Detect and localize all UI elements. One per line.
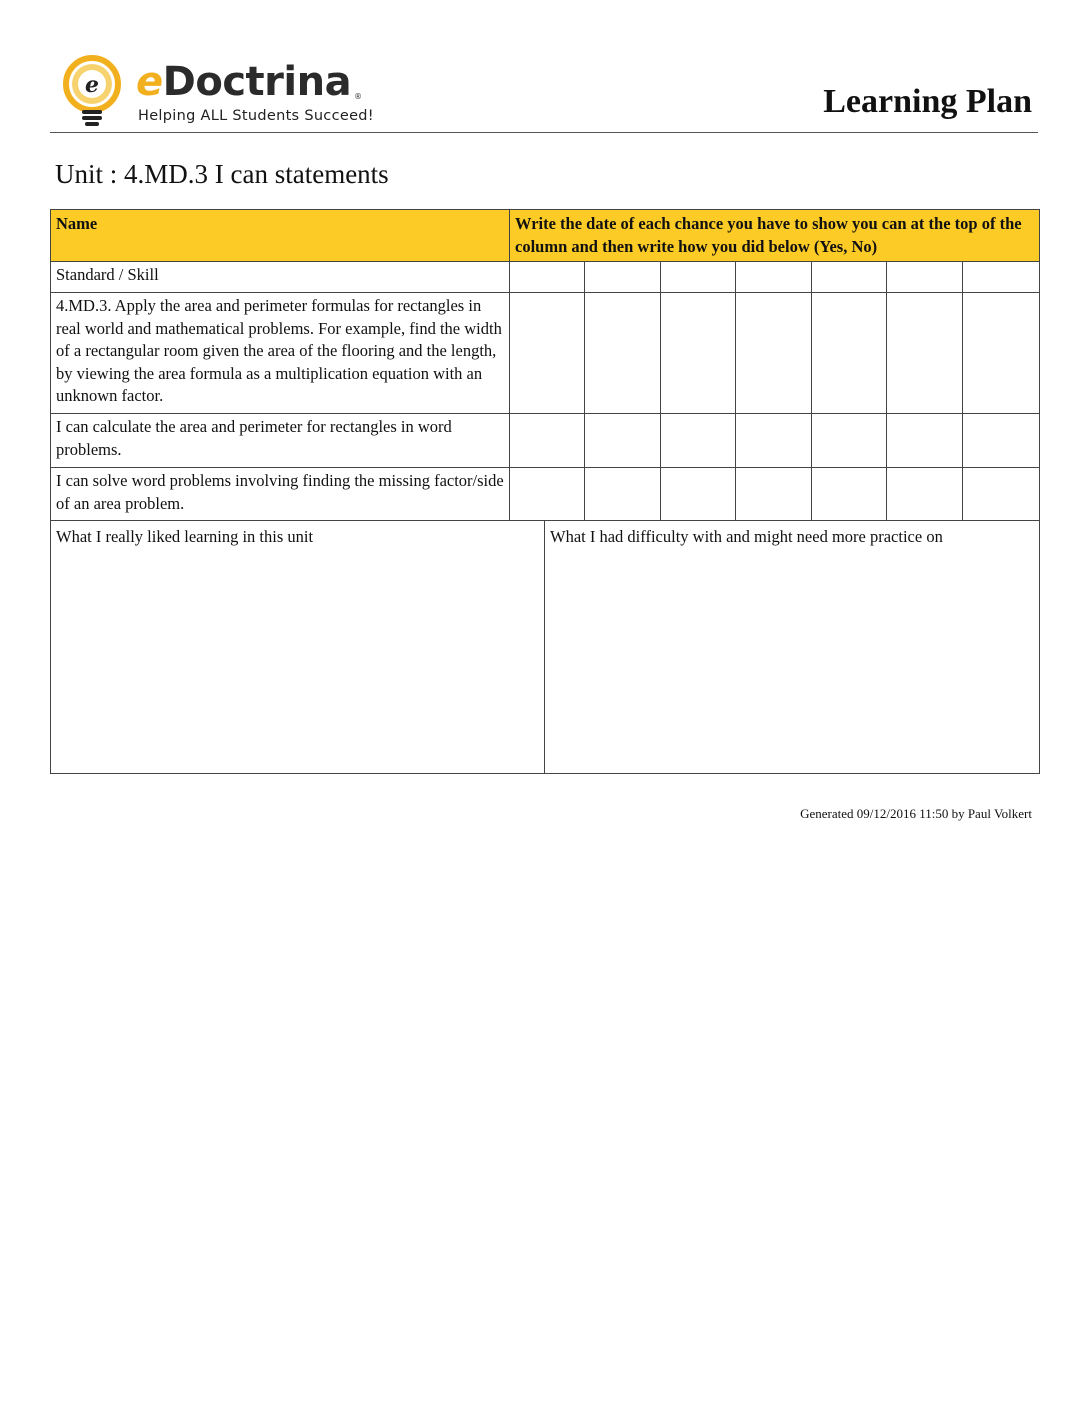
date-cell[interactable]: [661, 262, 736, 293]
result-cell[interactable]: [963, 468, 1040, 521]
table-header-row: [51, 210, 1040, 262]
result-cell[interactable]: [510, 293, 585, 414]
result-cell[interactable]: [887, 414, 963, 468]
date-cell[interactable]: [812, 262, 887, 293]
liked-learning-box[interactable]: [51, 521, 545, 773]
liked-learning-label: What I really liked learning in this unit: [56, 527, 314, 546]
skill-text: I can calculate the area and perimeter for rectangles in word problems.: [51, 414, 510, 468]
result-cell[interactable]: [661, 468, 736, 521]
registered-mark: ®: [354, 92, 362, 101]
result-cell[interactable]: [887, 293, 963, 414]
date-cell[interactable]: [963, 262, 1040, 293]
result-cell[interactable]: [510, 468, 585, 521]
result-cell[interactable]: [661, 414, 736, 468]
date-cell[interactable]: [736, 262, 812, 293]
result-cell[interactable]: [736, 414, 812, 468]
date-cell[interactable]: [887, 262, 963, 293]
page-header: [50, 50, 1038, 133]
learning-plan-table: [50, 209, 1040, 521]
table-row: [51, 414, 1040, 468]
unit-title: Unit : 4.MD.3 I can statements: [55, 159, 389, 189]
svg-text:e: e: [85, 72, 99, 98]
logo-wordmark: [136, 58, 351, 106]
skill-text: I can solve word problems involving finding the missing factor/side of an area problem.: [51, 468, 510, 521]
result-cell[interactable]: [812, 293, 887, 414]
edoctrina-logo: [56, 54, 376, 130]
name-header-cell[interactable]: Name: [51, 210, 510, 262]
result-cell[interactable]: [736, 468, 812, 521]
table-row: [51, 293, 1040, 414]
result-cell[interactable]: [661, 293, 736, 414]
date-row: [51, 262, 1040, 293]
logo-tagline: Helping ALL Students Succeed!: [138, 108, 374, 124]
reflection-section: [50, 521, 1040, 774]
difficulty-label: What I had difficulty with and might need more practice on: [550, 527, 943, 546]
result-cell[interactable]: [510, 414, 585, 468]
lightbulb-e-icon: [56, 54, 132, 130]
standard-text: 4.MD.3. Apply the area and perimeter formulas for rectangles in real world and mathematical problems. For example, find the width of a rectangular room given the area of the flooring and the length, by viewing the area formula as a multiplication equation with an unknown factor.: [51, 293, 510, 414]
result-cell[interactable]: [812, 468, 887, 521]
generated-footer: Generated 09/12/2016 11:50 by Paul Volkert: [800, 806, 1032, 821]
result-cell[interactable]: [963, 293, 1040, 414]
result-cell[interactable]: [585, 468, 661, 521]
result-cell[interactable]: [585, 414, 661, 468]
difficulty-box[interactable]: [545, 521, 1039, 773]
date-cell[interactable]: [585, 262, 661, 293]
result-cell[interactable]: [887, 468, 963, 521]
standard-skill-label: Standard / Skill: [51, 262, 510, 293]
document-title: Learning Plan: [823, 83, 1032, 120]
table-row: [51, 468, 1040, 521]
instructions-header-cell: Write the date of each chance you have to show you can at the top of the column and then write how you did below (Yes, No): [510, 210, 1040, 262]
logo-wordmark-rest: Doctrina: [162, 59, 352, 105]
date-cell[interactable]: [510, 262, 585, 293]
logo-wordmark-e: e: [136, 59, 163, 105]
result-cell[interactable]: [585, 293, 661, 414]
result-cell[interactable]: [963, 414, 1040, 468]
result-cell[interactable]: [736, 293, 812, 414]
result-cell[interactable]: [812, 414, 887, 468]
